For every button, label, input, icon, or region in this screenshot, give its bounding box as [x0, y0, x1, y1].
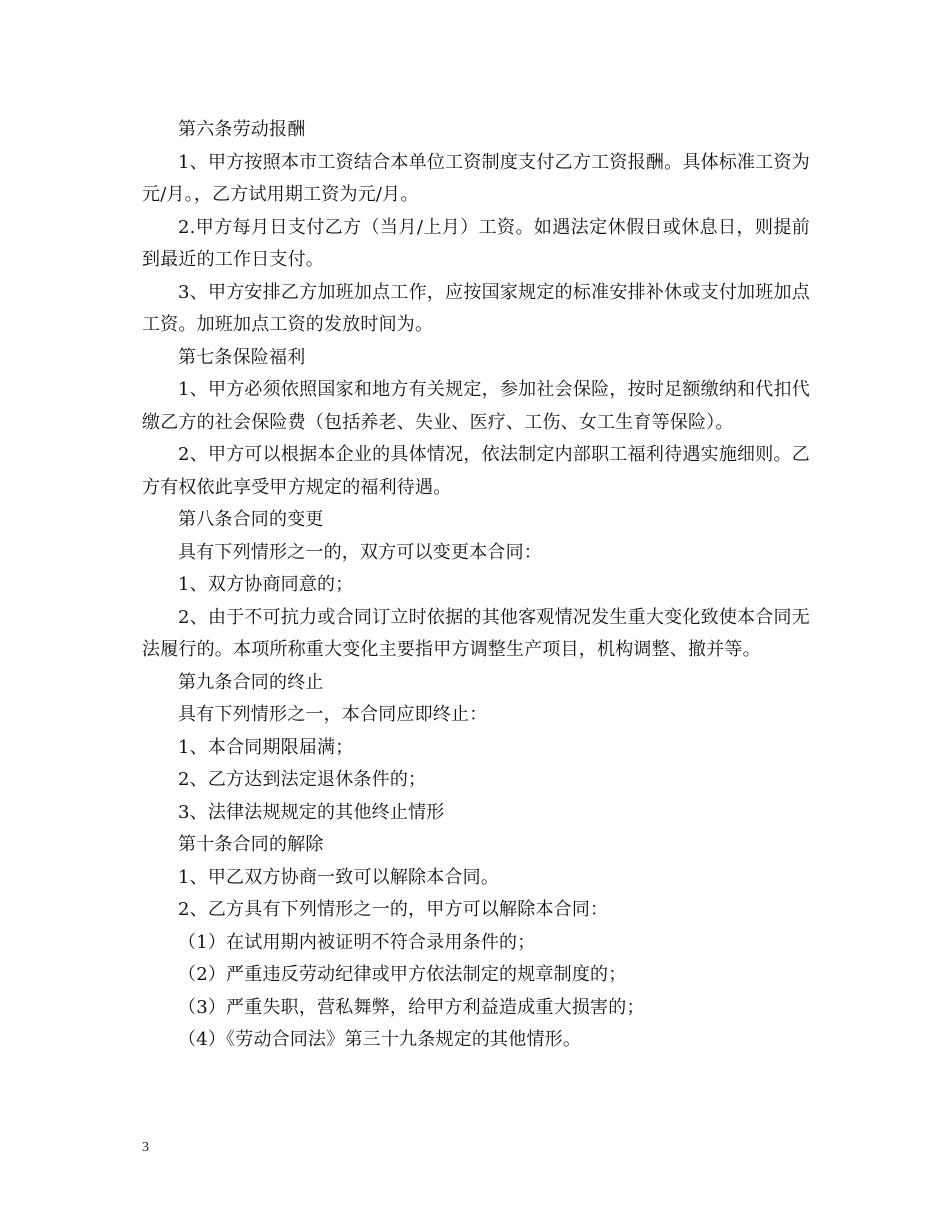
- list-item: （3）严重失职，营私舞弊，给甲方利益造成重大损害的；: [178, 996, 645, 1018]
- article-10-heading: 第十条合同的解除: [178, 834, 324, 855]
- paragraph: 具有下列情形之一的，双方可以变更本合同：: [178, 541, 542, 563]
- page-number: 3: [142, 1140, 149, 1155]
- paragraph: 1、双方协商同意的；: [178, 574, 354, 595]
- paragraph: 1、甲方必须依照国家和地方有关规定，参加社会保险，按时足额缴纳和代扣代缴乙方的社会保险费（包括养老、失业、医疗、工伤、女工生育等保险）。: [142, 379, 810, 433]
- list-item: （2）严重违反劳动纪律或甲方依法制定的规章制度的；: [178, 964, 627, 985]
- paragraph: 2、由于不可抗力或合同订立时依据的其他客观情况发生重大变化致使本合同无法履行的。本项所称重大变化主要指甲方调整生产项目，机构调整、撤并等。: [142, 606, 810, 660]
- document-body: [142, 114, 810, 1057]
- paragraph: 2.甲方每月日支付乙方（当月/上月）工资。如遇法定休假日或休息日，则提前到最近的工作日支付。: [142, 216, 810, 270]
- article-7-heading: 第七条保险福利: [178, 346, 306, 368]
- paragraph: 2、乙方具有下列情形之一的，甲方可以解除本合同：: [178, 899, 609, 920]
- list-item: （1）在试用期内被证明不符合录用条件的；: [178, 931, 536, 953]
- list-item: （4）《劳动合同法》第三十九条规定的其他情形。: [178, 1029, 582, 1050]
- paragraph: 1、甲乙双方协商一致可以解除本合同。: [178, 866, 500, 888]
- paragraph: 2、甲方可以根据本企业的具体情况，依法制定内部职工福利待遇实施细则。乙方有权依此享受甲方规定的福利待遇。: [142, 444, 810, 498]
- paragraph: 具有下列情形之一，本合同应即终止：: [178, 704, 488, 725]
- article-6-heading: 第六条劳动报酬: [178, 119, 306, 140]
- article-8-heading: 第八条合同的变更: [178, 509, 324, 530]
- paragraph: 3、法律法规规定的其他终止情形: [178, 801, 445, 823]
- paragraph: 1、甲方按照本市工资结合本单位工资制度支付乙方工资报酬。具体标准工资为元/月。，乙方试用期工资为元/月。: [142, 151, 810, 205]
- paragraph: 3、甲方安排乙方加班加点工作，应按国家规定的标准安排补休或支付加班加点工资。加班加点工资的发放时间为。: [142, 281, 810, 335]
- article-9-heading: 第九条合同的终止: [178, 671, 324, 693]
- paragraph: 2、乙方达到法定退休条件的；: [178, 769, 427, 790]
- paragraph: 1、本合同期限届满；: [178, 736, 354, 758]
